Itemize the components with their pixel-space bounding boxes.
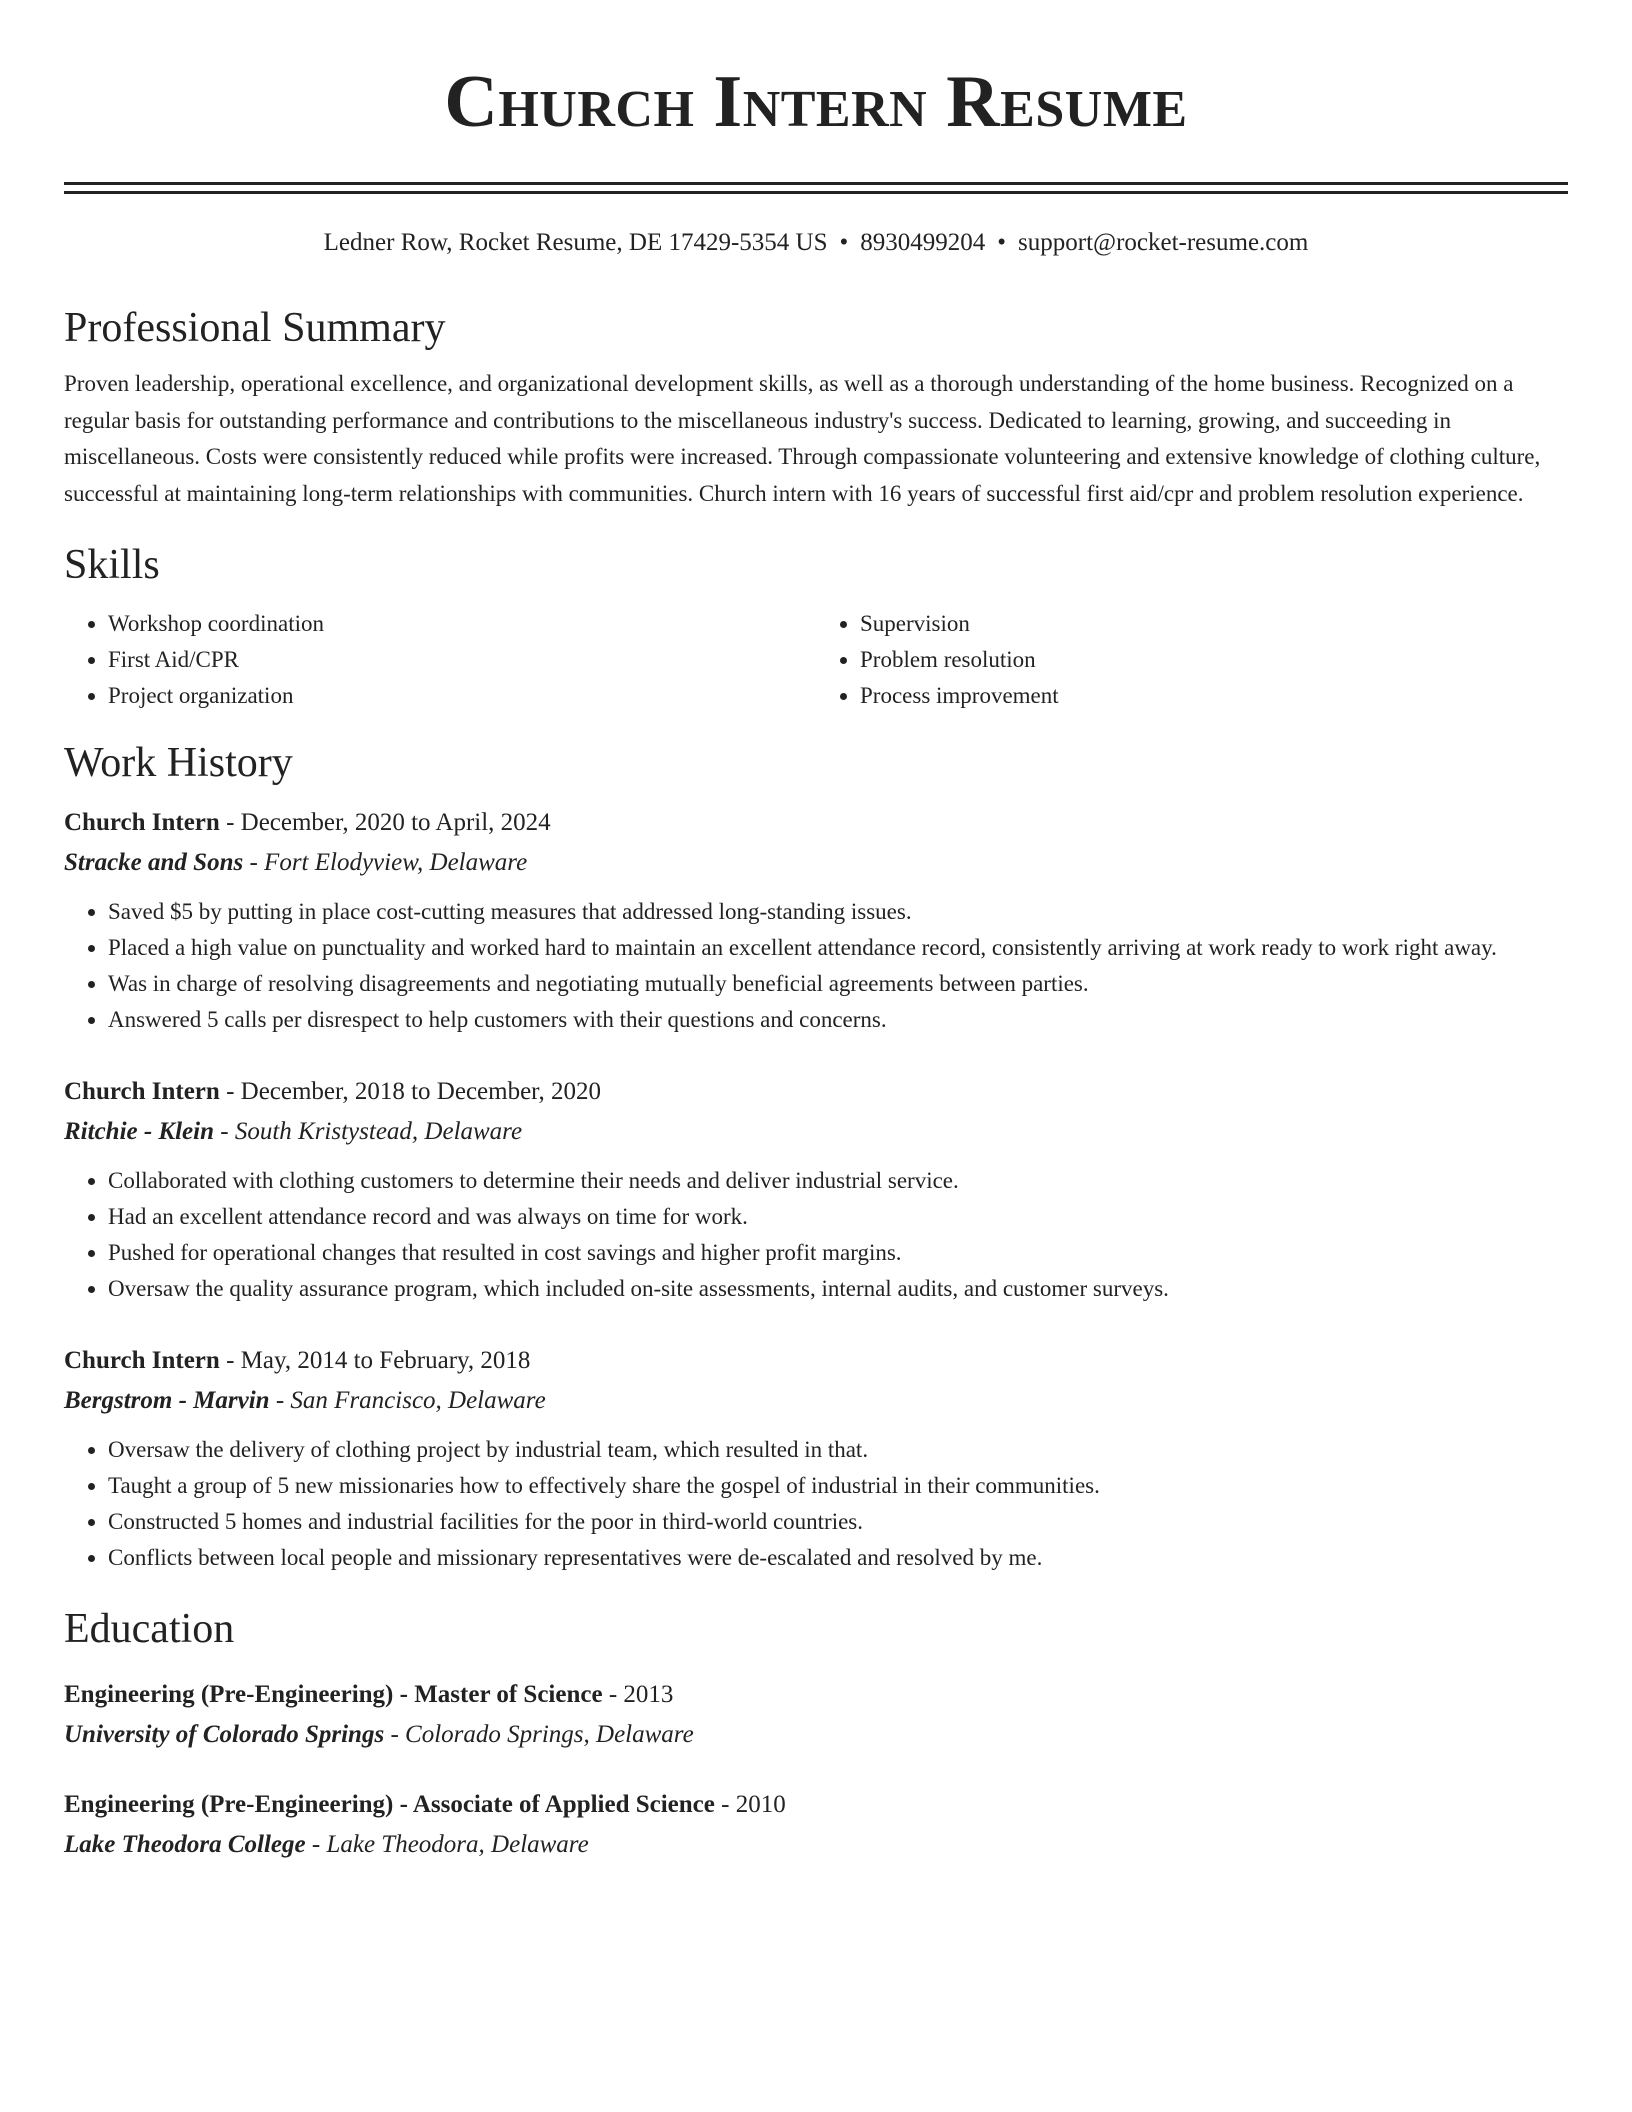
school-line (64, 1715, 1568, 1755)
job-dates: - December, 2020 to April, 2024 (219, 809, 551, 836)
employer-location: - Fort Elodyview, Delaware (243, 849, 528, 876)
job-title: Church Intern (64, 809, 220, 836)
school-location: - Lake Theodora, Delaware (305, 1831, 589, 1858)
job-dates: - May, 2014 to February, 2018 (219, 1347, 531, 1374)
job-bullet: • Answered 5 calls per disrespect to help customers with their questions and concerns. (108, 1002, 1568, 1038)
resume-title: Church Intern Resume (444, 61, 1188, 143)
skill-item: • Supervision (860, 606, 1568, 642)
job-bullet: • Had an excellent attendance record and was always on time for work. (108, 1199, 1568, 1235)
header-divider-bottom (64, 191, 1568, 194)
job-bullets (64, 894, 1568, 1038)
skills-column-left (64, 606, 816, 714)
skill-item: • Process improvement (860, 678, 1568, 714)
employer-line (64, 843, 1568, 883)
skill-item: • Workshop coordination (108, 606, 816, 642)
education-entry (64, 1675, 1568, 1755)
summary-text: Proven leadership, operational excellence, and organizational development skills, as well as a thorough understanding of the home business. Recognized on a regular basis for outstanding performance and contributions to the miscellaneous industry's success. Dedicated to learning, growing, and succeeding in miscellaneous. Costs were consistently reduced while profits were increased. Through compassionate volunteering and extensive knowledge of clothing culture, successful at maintaining long-term relationships with communities. Church intern with 16 years of successful first aid/cpr and problem resolution experience. (64, 371, 1541, 506)
school-line (64, 1825, 1568, 1865)
job-title: Church Intern (64, 1078, 220, 1105)
school-location: - Colorado Springs, Delaware (384, 1721, 694, 1748)
job-bullet: • Saved $5 by putting in place cost-cutting measures that addressed long-standing issues. (108, 894, 1568, 930)
job-bullet: • Oversaw the quality assurance program, which included on-site assessments, internal audits, and customer surveys. (108, 1271, 1568, 1307)
employer-location: - San Francisco, Delaware (269, 1387, 546, 1414)
job-bullet: • Was in charge of resolving disagreements and negotiating mutually beneficial agreements between parties. (108, 966, 1568, 1002)
job-bullets (64, 1163, 1568, 1307)
job-entry (64, 803, 1568, 1038)
degree-line (64, 1675, 1568, 1715)
school-name: Lake Theodora College (64, 1831, 306, 1858)
job-bullet: • Taught a group of 5 new missionaries how to effectively share the gospel of industrial in their communities. (108, 1468, 1568, 1504)
skills-column-right (816, 606, 1568, 714)
education-entry (64, 1785, 1568, 1865)
employer-location: - South Kristystead, Delaware (214, 1118, 523, 1145)
job-dates: - December, 2018 to December, 2020 (219, 1078, 602, 1105)
skill-item: • Project organization (108, 678, 816, 714)
contact-line (64, 226, 1568, 260)
summary-heading: Professional Summary (64, 305, 446, 351)
contact-phone: 8930499204 (860, 229, 986, 256)
job-title-line (64, 803, 1568, 843)
skills-heading: Skills (64, 542, 160, 588)
contact-address: Ledner Row, Rocket Resume, DE 17429-5354 US (323, 229, 828, 256)
degree-name: Engineering (Pre-Engineering) - Master of Science (64, 1681, 603, 1708)
degree-year: - 2013 (602, 1681, 674, 1708)
job-title-line (64, 1072, 1568, 1112)
contact-email: support@rocket-resume.com (1018, 229, 1309, 256)
job-bullet: • Oversaw the delivery of clothing project by industrial team, which resulted in that. (108, 1432, 1568, 1468)
job-entry (64, 1072, 1568, 1307)
job-entry (64, 1341, 1568, 1576)
job-title: Church Intern (64, 1347, 220, 1374)
job-bullet: • Pushed for operational changes that resulted in cost savings and higher profit margins. (108, 1235, 1568, 1271)
skills-list (64, 606, 1568, 714)
header-divider-top (64, 182, 1568, 185)
employer-name: Ritchie - Klein (64, 1118, 214, 1145)
skill-item: • Problem resolution (860, 642, 1568, 678)
contact-separator: • (997, 229, 1007, 256)
employer-line (64, 1112, 1568, 1152)
employer-name: Stracke and Sons (64, 849, 244, 876)
employer-name: Bergstrom - Marvin (64, 1387, 270, 1414)
degree-line (64, 1785, 1568, 1825)
degree-year: - 2010 (714, 1791, 786, 1818)
education-heading: Education (64, 1606, 235, 1652)
job-bullet: • Placed a high value on punctuality and worked hard to maintain an excellent attendance record, consistently arriving at work ready to work right away. (108, 930, 1568, 966)
skill-item: • First Aid/CPR (108, 642, 816, 678)
work-history-heading: Work History (64, 740, 293, 786)
job-bullet: • Constructed 5 homes and industrial facilities for the poor in third-world countries. (108, 1504, 1568, 1540)
degree-name: Engineering (Pre-Engineering) - Associate of Applied Science (64, 1791, 715, 1818)
job-bullet: • Conflicts between local people and missionary representatives were de-escalated and resolved by me. (108, 1540, 1568, 1576)
contact-separator: • (839, 229, 849, 256)
job-bullet: • Collaborated with clothing customers to determine their needs and deliver industrial service. (108, 1163, 1568, 1199)
school-name: University of Colorado Springs (64, 1721, 385, 1748)
job-bullets (64, 1432, 1568, 1576)
job-title-line (64, 1341, 1568, 1381)
employer-line (64, 1381, 1568, 1421)
